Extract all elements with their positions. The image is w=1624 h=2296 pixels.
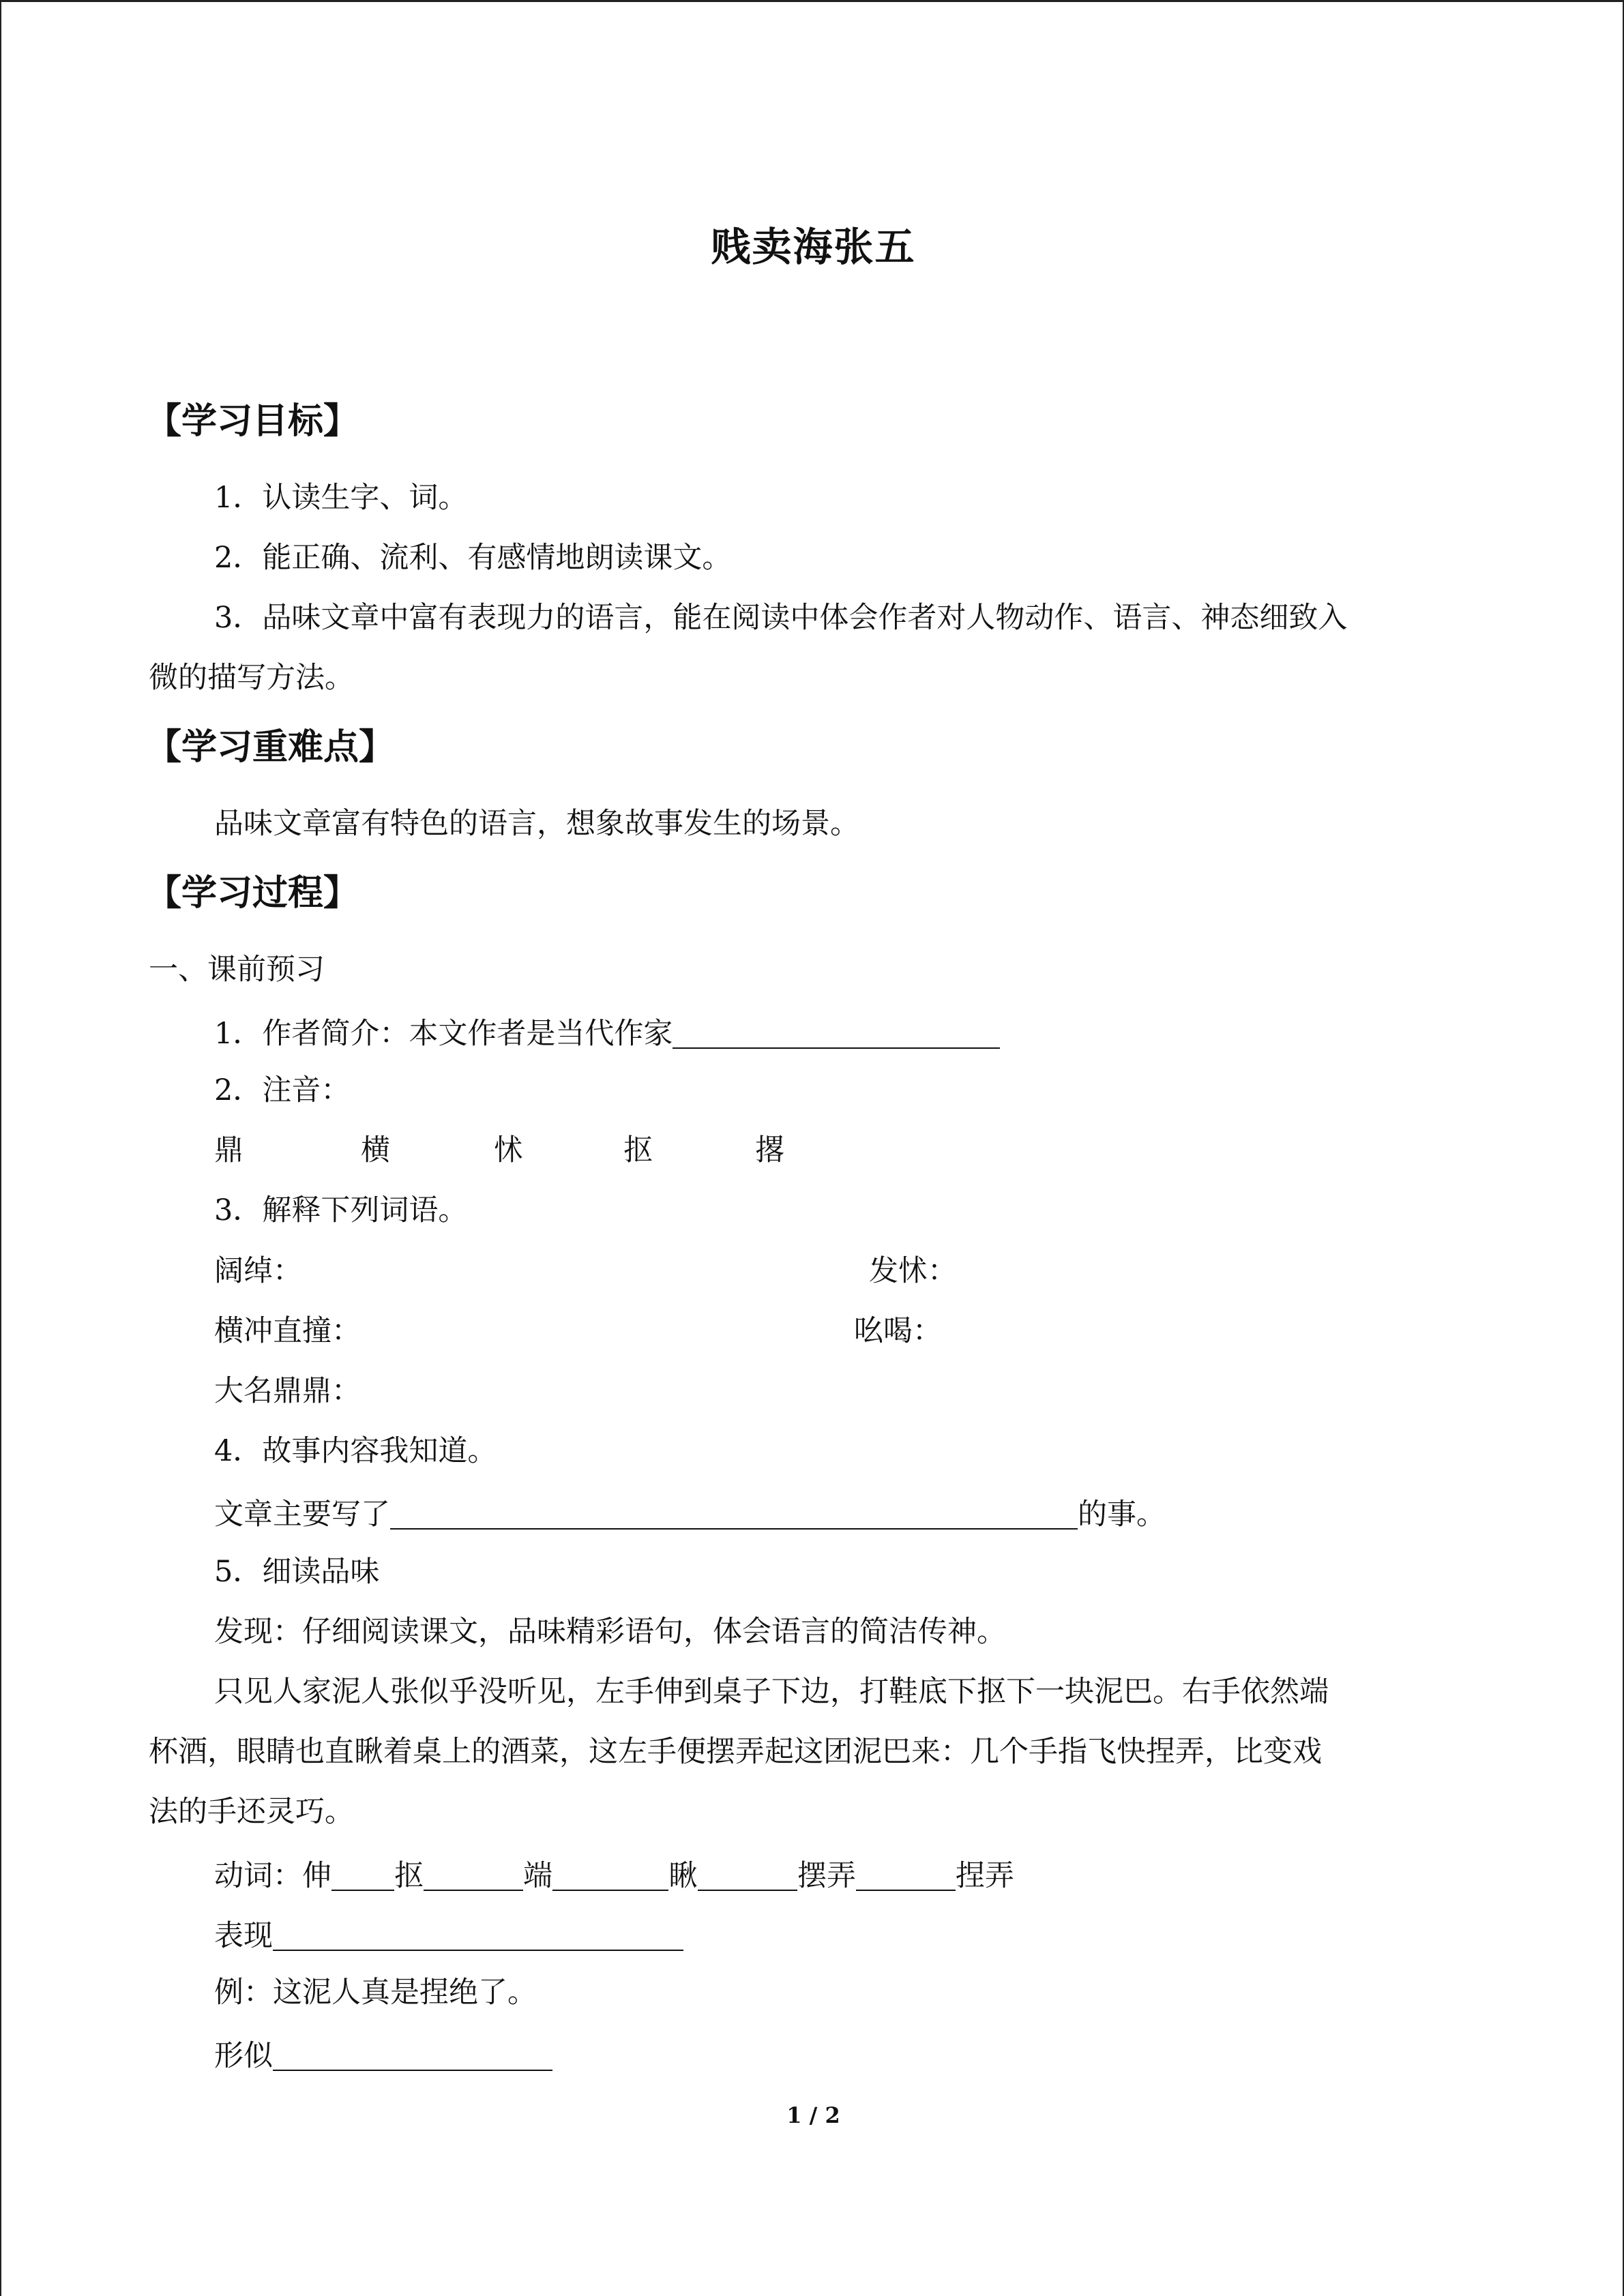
discover-text: 发现：仔细阅读课文，品味精彩语句，体会语言的简洁传神。 [214, 1615, 1006, 1649]
word-hengchong: 横冲直撞： [214, 1314, 361, 1348]
goal-item-1: 1．认读生字、词。 [214, 481, 468, 515]
passage-line-2: 杯酒，眼睛也直瞅着桌上的酒菜，这左手便摆弄起这团泥巴来：几个手指飞快捏弄，比变戏 [149, 1735, 1322, 1769]
passage-line-1: 只见人家泥人张似乎没听见，左手伸到桌子下边，打鞋底下抠下一块泥巴。右手依然端 [214, 1675, 1329, 1709]
word-kuochuo: 阔绰： [214, 1254, 302, 1288]
author-blank[interactable] [673, 1016, 1000, 1049]
process-heading: 【学习过程】 [146, 873, 359, 914]
xingsi-blank[interactable] [273, 2038, 552, 2071]
question-author-label: 1．作者简介：本文作者是当代作家 [214, 1017, 673, 1051]
show-label: 表现 [214, 1919, 273, 1953]
pinyin-char-1: 鼎 [214, 1133, 243, 1167]
section-preview: 一、课前预习 [149, 953, 325, 987]
verbs-line [214, 1858, 1014, 1891]
question-author [214, 1016, 1000, 1049]
verb-5: 摆弄 [797, 1859, 856, 1893]
pinyin-char-4: 抠 [623, 1133, 653, 1167]
example-text: 例：这泥人真是捏绝了。 [214, 1976, 537, 2010]
verb-blank-3[interactable] [552, 1858, 668, 1891]
question-reading: 5．细读品味 [214, 1555, 380, 1589]
story-summary-suffix: 的事。 [1078, 1497, 1166, 1532]
question-story: 4．故事内容我知道。 [214, 1434, 497, 1468]
pinyin-char-3: 怵 [494, 1133, 523, 1167]
show-blank[interactable] [273, 1918, 683, 1951]
key-points-text: 品味文章富有特色的语言，想象故事发生的场景。 [214, 807, 859, 841]
show-line [214, 1918, 683, 1951]
word-yaohe: 吆喝： [854, 1314, 942, 1348]
goal-item-2: 2．能正确、流利、有感情地朗读课文。 [214, 541, 732, 575]
document-title: 贱卖海张五 [711, 224, 916, 270]
goals-heading: 【学习目标】 [146, 401, 359, 442]
story-summary-blank[interactable] [390, 1497, 1078, 1530]
verb-blank-2[interactable] [424, 1858, 523, 1891]
xingsi-line [214, 2038, 552, 2071]
verb-6: 捏弄 [956, 1859, 1014, 1893]
question-pinyin: 2．注音： [214, 1073, 351, 1107]
xingsi-label: 形似 [214, 2039, 273, 2073]
passage-line-3: 法的手还灵巧。 [149, 1795, 354, 1829]
goal-item-3-cont: 微的描写方法。 [149, 661, 354, 695]
verb-1: 伸 [302, 1859, 331, 1893]
story-summary-line [214, 1497, 1166, 1530]
verb-blank-1[interactable] [331, 1858, 394, 1891]
page-number: 1 / 2 [786, 2102, 840, 2128]
word-fachu: 发怵： [869, 1254, 957, 1288]
verb-blank-4[interactable] [698, 1858, 797, 1891]
verb-4: 瞅 [668, 1859, 698, 1893]
question-words: 3．解释下列词语。 [214, 1193, 468, 1227]
goal-item-3: 3．品味文章中富有表现力的语言，能在阅读中体会作者对人物动作、语言、神态细致入 [214, 601, 1348, 635]
pinyin-char-2: 横 [361, 1133, 390, 1167]
word-dingding: 大名鼎鼎： [214, 1374, 361, 1408]
story-summary-prefix: 文章主要写了 [214, 1497, 390, 1532]
key-points-heading: 【学习重难点】 [146, 727, 395, 768]
verb-3: 端 [523, 1859, 552, 1893]
verb-blank-5[interactable] [856, 1858, 956, 1891]
pinyin-char-5: 撂 [755, 1133, 784, 1167]
verb-2: 抠 [394, 1859, 424, 1893]
verbs-label: 动词： [214, 1859, 302, 1893]
